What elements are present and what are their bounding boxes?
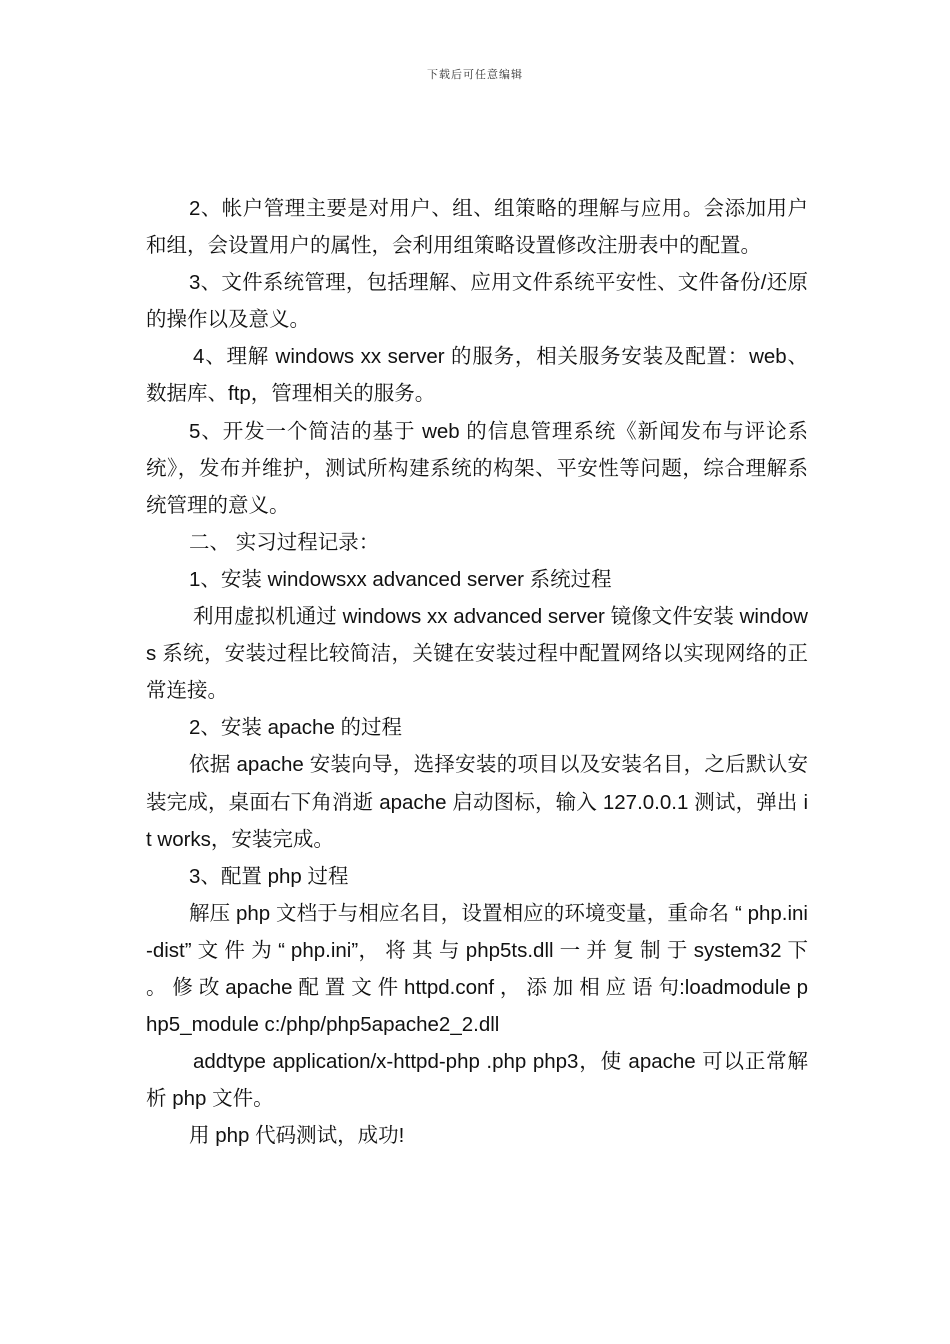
page-header: 下载后可任意编辑 [427,69,523,81]
paragraph-services: 4、理解 windows xx server 的服务，相关服务安装及配置：web、数据库、ftp，管理相关的服务。 [146,345,808,406]
paragraph-configure-php: 解压 php 文档于与相应名目，设置相应的环境变量，重命名 “ php.ini-dist” 文 件 为 “ php.ini”， 将 其 与 php5ts.dll 一 并 复 制 于 system32 下 。 修 改 apache 配 置 文 件 httpd.conf ， 添 加 相 应 语 句:loadmodule php5_module c:/php/php5apache2_2.dll [146,901,808,1037]
subheading-install-windows: 1、安装 windowsxx advanced server 系统过程 [189,567,612,591]
paragraph-install-apache: 依据 apache 安装向导，选择安装的项目以及安装名目，之后默认安装完成，桌面右下角消逝 apache 启动图标，输入 127.0.0.1 测试，弹出 it works，安装完成。 [146,753,808,851]
paragraph-file-system: 3、文件系统管理，包括理解、应用文件系统平安性、文件备份/还原的操作以及意义。 [146,271,808,332]
paragraph-php-test: 用 php 代码测试，成功! [189,1124,405,1148]
subheading-configure-php: 3、配置 php 过程 [189,864,349,888]
paragraph-install-windows: 利用虚拟机通过 windows xx advanced server 镜像文件安装 windows 系统，安装过程比较简洁，关键在安装过程中配置网络以实现网络的正常连接。 [146,605,808,703]
paragraph-account-management: 2、帐户管理主要是对用户、组、组策略的理解与应用。会添加用户和组，会设置用户的属性，会利用组策略设置修改注册表中的配置。 [146,197,808,258]
subheading-install-apache: 2、安装 apache 的过程 [189,716,403,740]
document-body [146,190,808,1154]
section-heading-practice-record: 二、 实习过程记录： [189,530,380,554]
paragraph-addtype: addtype application/x-httpd-php .php php3，使 apache 可以正常解析 php 文件。 [146,1050,808,1111]
paragraph-develop-system: 5、开发一个简洁的基于 web 的信息管理系统《新闻发布与评论系统》，发布并维护，测试所构建系统的构架、平安性等问题，综合理解系统管理的意义。 [146,419,808,517]
